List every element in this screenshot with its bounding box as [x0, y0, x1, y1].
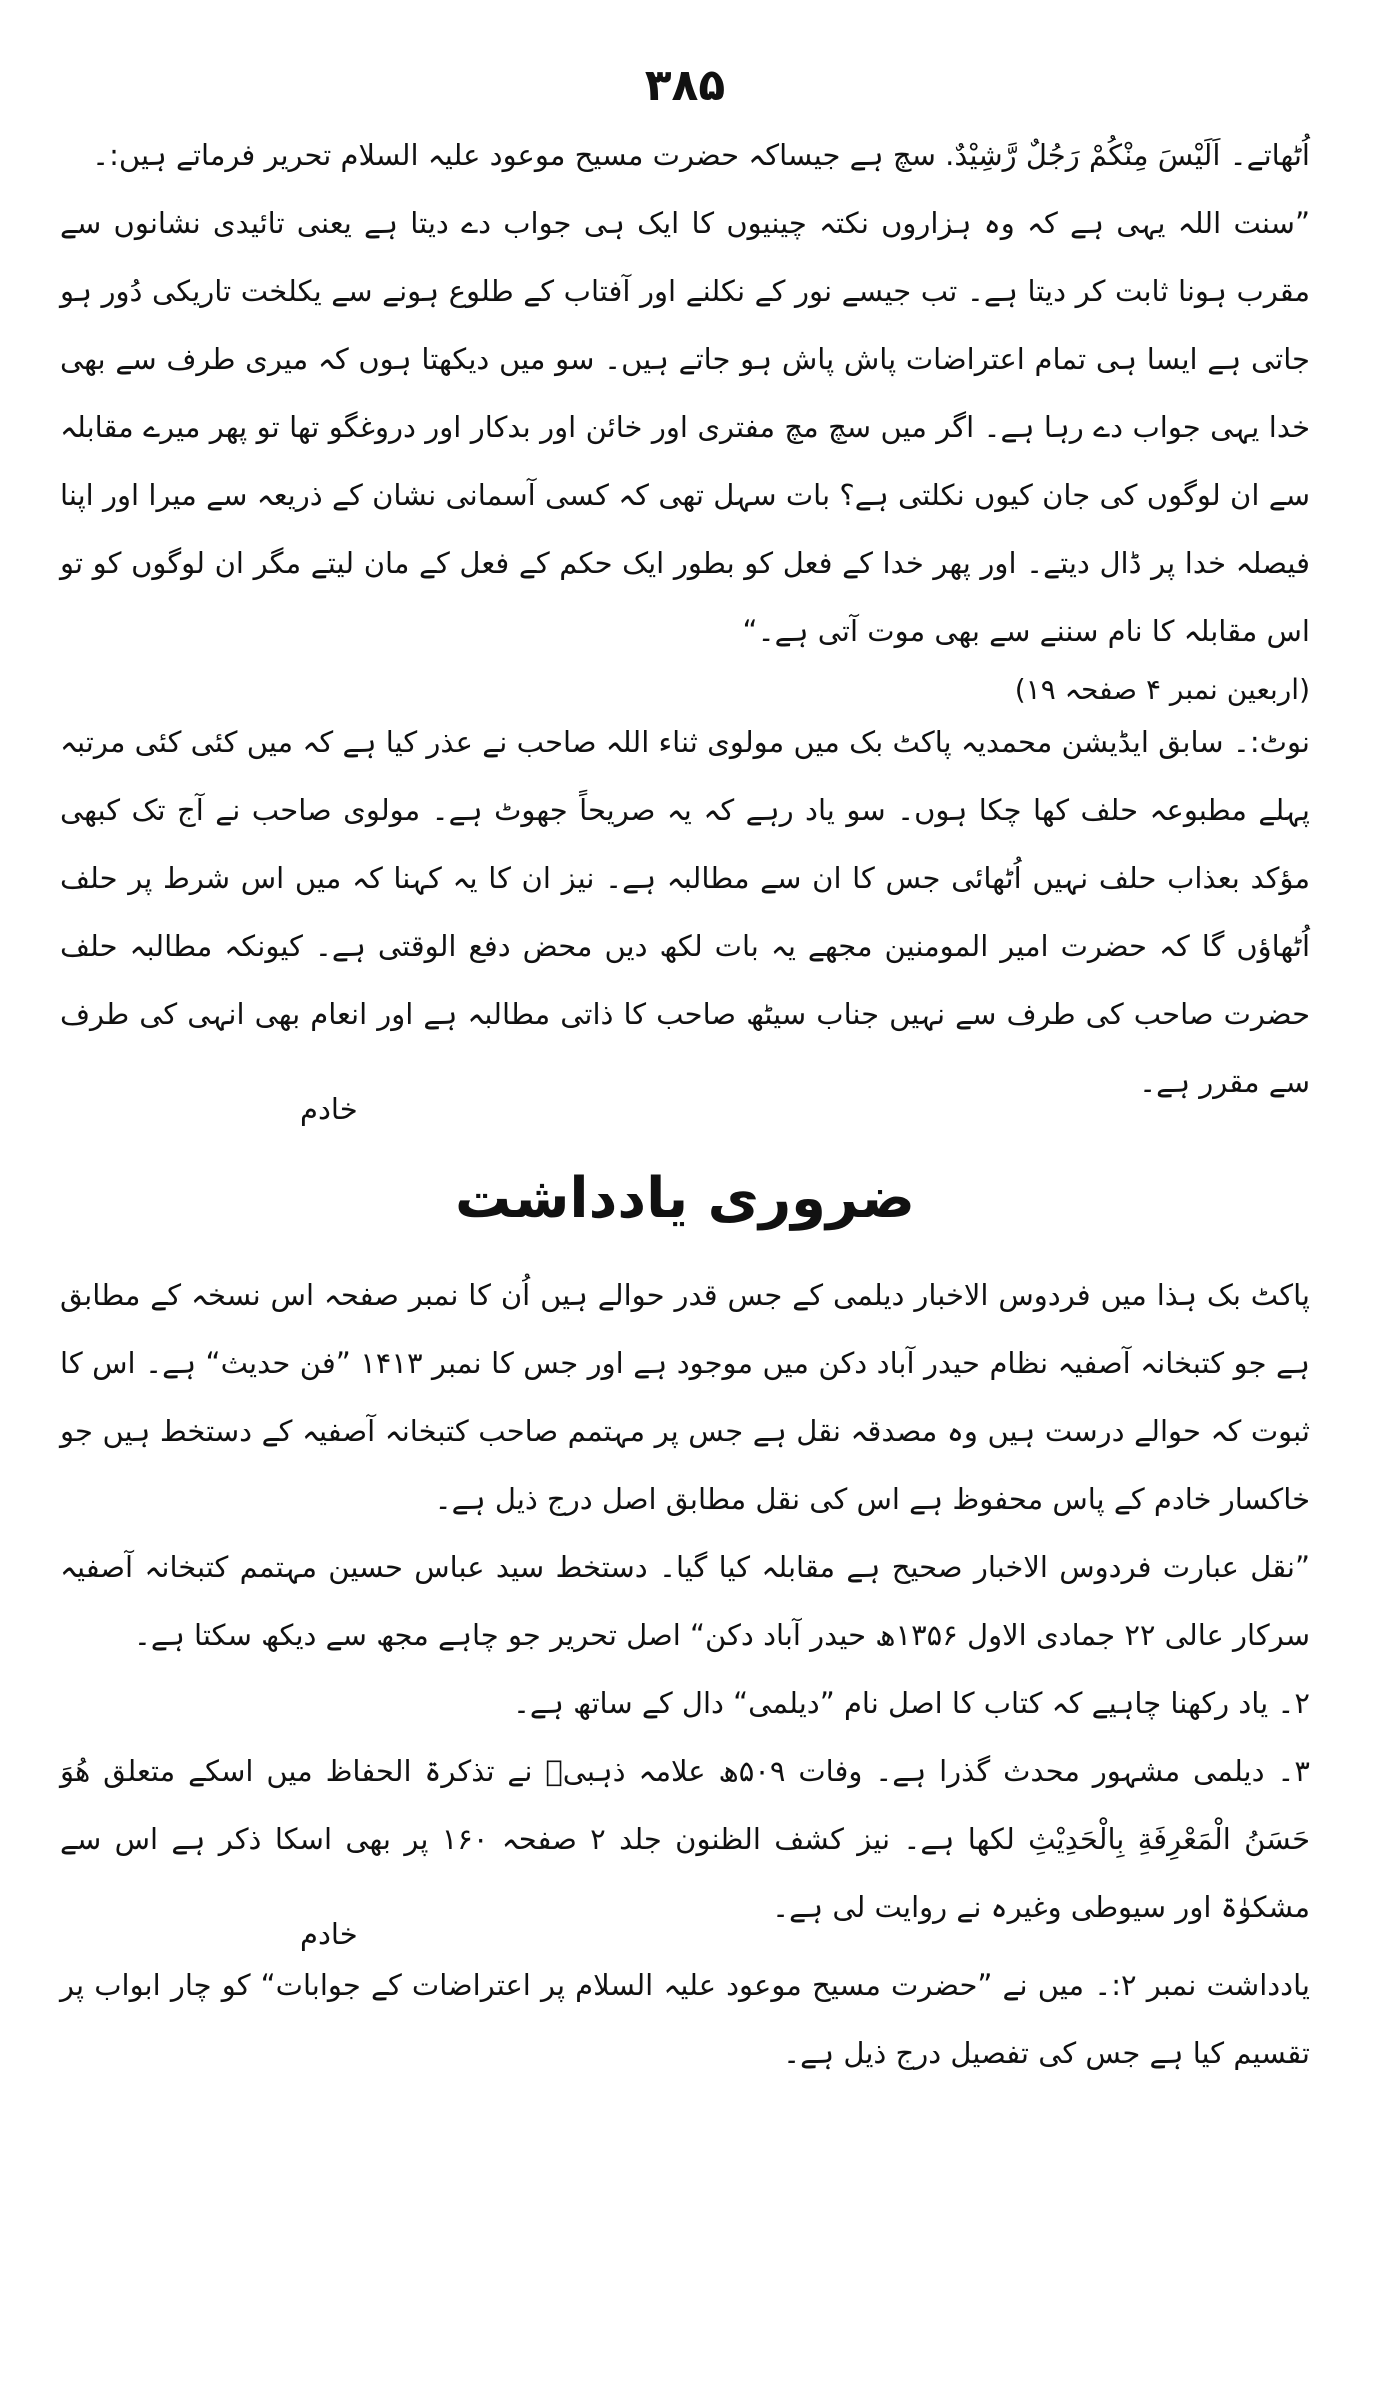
note-paragraph: نوٹ:۔ سابق ایڈیشن محمدیہ پاکٹ بک میں مولوی ثناء اللہ صاحب نے عذر کیا ہے کہ میں کئی کئی مرتبہ پہلے مطبوعہ حلف کھا چکا ہوں۔ سو یاد رہے کہ یہ صریحاً جھوٹ ہے۔ مولوی صاحب نے آج تک کبھی مؤکد بعذاب حلف نہیں اُٹھائی جس کا ان سے مطالبہ ہے۔ نیز ان کا یہ کہنا کہ میں اس شرط پر حلف اُٹھاؤں گا کہ حضرت امیر المومنین مجھے یہ بات لکھ دیں محض دفع الوقتی ہے۔ کیونکہ مطالبہ حلف حضرت صاحب کی طرف سے نہیں جناب سیٹھ صاحب کا ذاتی مطالبہ ہے اور انعام بھی انہی کی طرف سے مقرر ہے۔	[60, 725, 1310, 1099]
section-heading: ضروری یادداشت	[455, 1166, 915, 1231]
document-page	[40, 60, 1330, 2360]
memo-intro-paragraph: پاکٹ بک ہذا میں فردوس الاخبار دیلمی کے جس قدر حوالے ہیں اُن کا نمبر صفحہ اس نسخہ کے مطابق ہے جو کتبخانہ آصفیہ نظام حیدر آباد دکن میں موجود ہے اور جس کا نمبر ۱۴۱۳ ”فن حدیث“ ہے۔ اس کا ثبوت کہ حوالے درست ہیں وہ مصدقہ نقل ہے جس پر مہتمم صاحب کتبخانہ آصفیہ کے دستخط ہیں جو خاکسار خادم کے پاس محفوظ ہے اس کی نقل مطابق اصل درج ذیل ہے۔	[60, 1278, 1310, 1516]
page-number: ۳۸۵	[644, 60, 726, 111]
quotation-paragraph: ”سنت اللہ یہی ہے کہ وہ ہزاروں نکتہ چینیوں کا ایک ہی جواب دے دیتا ہے یعنی تائیدی نشانوں سے مقرب ہونا ثابت کر دیتا ہے۔ تب جیسے نور کے نکلنے اور آفتاب کے طلوع ہونے سے یکلخت تاریکی دُور ہو جاتی ہے ایسا ہی تمام اعتراضات پاش پاش ہو جاتے ہیں۔ سو میں دیکھتا ہوں کہ میری طرف سے بھی خدا یہی جواب دے رہا ہے۔ اگر میں سچ مچ مفتری اور خائن اور بدکار اور دروغگو تھا تو پھر میرے مقابلہ سے ان لوگوں کی جان کیوں نکلتی ہے؟ بات سہل تھی کہ کسی آسمانی نشان کے ذریعہ سے میرا اور اپنا فیصلہ خدا پر ڈال دیتے۔ اور پھر خدا کے فعل کو بطور ایک حکم کے فعل کے مان لیتے مگر ان لوگوں کو تو اس مقابلہ کا نام سننے سے بھی موت آتی ہے۔“	[60, 206, 1310, 648]
memo-2-paragraph: یادداشت نمبر ۲:۔ میں نے ”حضرت مسیح موعود علیہ السلام پر اعتراضات کے جوابات“ کو چار ابواب پر تقسیم کیا ہے جس کی تفصیل درج ذیل ہے۔	[60, 1968, 1311, 2070]
signature-khadim-2: خادم	[300, 1917, 358, 1951]
memo-quote-paragraph: ”نقل عبارت فردوس الاخبار صحیح ہے مقابلہ کیا گیا۔ دستخط سید عباس حسین مہتمم کتبخانہ آصفیہ سرکار عالی ۲۲ جمادی الاول ۱۳۵۶ھ حیدر آباد دکن“ اصل تحریر جو چاہے مجھ سے دیکھ سکتا ہے۔	[60, 1550, 1310, 1652]
reference-citation: (اربعین نمبر ۴ صفحہ ۱۹)	[1014, 673, 1310, 706]
intro-paragraph: اُٹھاتے۔ اَلَیْسَ مِنْکُمْ رَجُلٌ رَّشِیْدٌ. سچ ہے جیساکہ حضرت مسیح موعود علیہ السلام تحریر فرماتے ہیں:۔	[92, 138, 1310, 172]
memo-item-2: ۲۔ یاد رکھنا چاہیے کہ کتاب کا اصل نام ”دیلمی“ دال کے ساتھ ہے۔	[512, 1686, 1310, 1720]
memo-item-3: ۳۔ دیلمی مشہور محدث گذرا ہے۔ وفات ۵۰۹ھ علامہ ذہبیؒ نے تذکرۃ الحفاظ میں اسکے متعلق هُوَ حَسَنُ الْمَعْرِفَةِ بِالْحَدِیْثِ لکھا ہے۔ نیز کشف الظنون جلد ۲ صفحہ ۱۶۰ پر بھی اسکا ذکر ہے اس سے مشکوٰۃ اور سیوطی وغیرہ نے روایت لی ہے۔	[60, 1754, 1310, 1924]
signature-khadim-1: خادم	[300, 1092, 358, 1126]
